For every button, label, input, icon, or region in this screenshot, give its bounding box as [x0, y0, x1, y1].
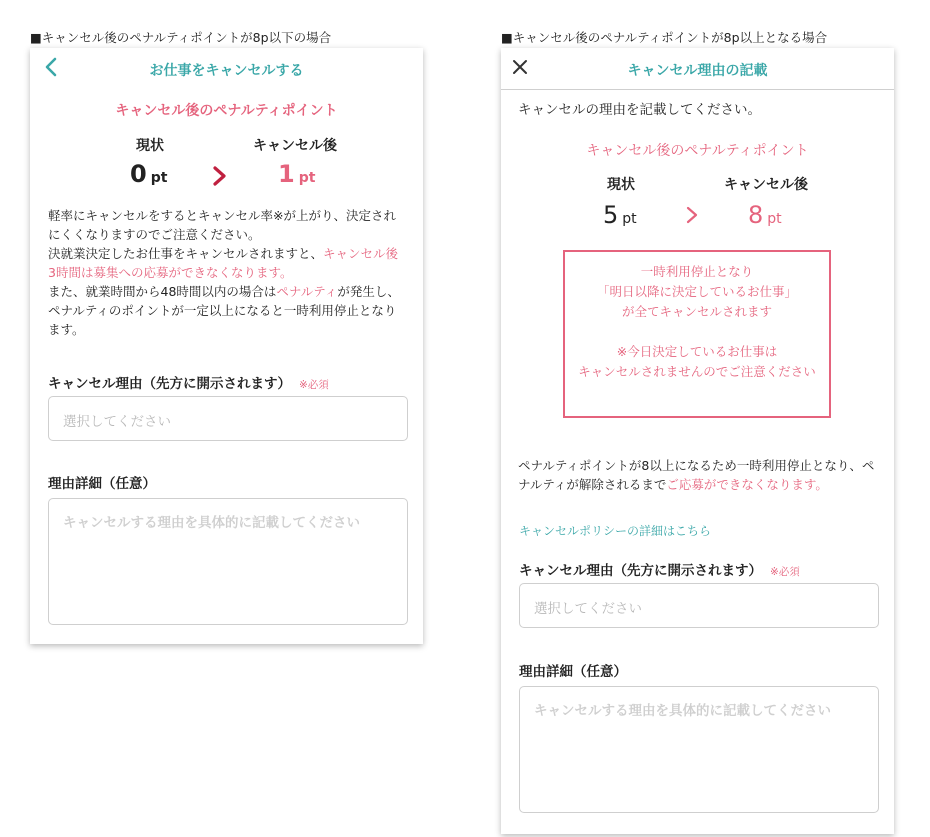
- cancel-reason-screen: [501, 48, 894, 834]
- after-points: 8 pt: [748, 201, 782, 229]
- arrow-right-icon: [683, 204, 701, 226]
- after-label: キャンセル後: [724, 177, 808, 193]
- reason-select[interactable]: 選択してください: [519, 583, 879, 628]
- arrow-right-icon: [211, 165, 229, 187]
- current-points: 0 pt: [130, 160, 168, 188]
- reason-select[interactable]: 選択してください: [48, 396, 408, 441]
- required-badge: ※必須: [299, 379, 329, 391]
- penalty-title: キャンセル後のペナルティポイント: [586, 143, 809, 159]
- caption-right: ■キャンセル後のペナルティポイントが8p以上となる場合: [501, 30, 828, 45]
- suspension-warning: 一時利用停止となり 「明日以降に決定しているお仕事」 が全てキャンセルされます ※今日決定しているお仕事は キャンセルされませんのでご注意ください: [563, 250, 831, 418]
- cancel-job-screen: [30, 48, 423, 644]
- caption-left: ■キャンセル後のペナルティポイントが8p以下の場合: [30, 30, 332, 45]
- suspension-notice: ペナルティポイントが8以上になるため一時利用停止となり、ペナルティが解除されるまでご応募ができなくなります。: [518, 458, 875, 492]
- detail-label: 理由詳細（任意）: [48, 476, 156, 492]
- cancel-notice: 軽率にキャンセルをするとキャンセル率※が上がり、決定されにくくなりますのでご注意ください。 決就業決定したお仕事をキャンセルされますと、キャンセル後3時間は募集への応募ができなくなります。 また、就業時間から48時間以内の場合はペナルティが発生し、ペナルティのポイントが一定以上になると一時利用停止となります。: [48, 208, 400, 337]
- reason-label: キャンセル理由（先方に開示されます） ※必須: [48, 376, 329, 392]
- header: [501, 48, 894, 90]
- detail-textarea[interactable]: キャンセルする理由を具体的に記載してください: [48, 498, 408, 625]
- after-label: キャンセル後: [253, 138, 337, 154]
- penalty-title: キャンセル後のペナルティポイント: [115, 103, 338, 119]
- current-label: 現状: [136, 138, 164, 154]
- page-title: お仕事をキャンセルする: [149, 63, 304, 79]
- cancel-policy-link[interactable]: キャンセルポリシーの詳細はこちら: [519, 524, 712, 538]
- detail-textarea[interactable]: キャンセルする理由を具体的に記載してください: [519, 686, 879, 813]
- reason-label: キャンセル理由（先方に開示されます） ※必須: [519, 563, 800, 579]
- header: [30, 48, 423, 90]
- after-points: 1 pt: [278, 160, 316, 188]
- current-label: 現状: [607, 177, 635, 193]
- page-title: キャンセル理由の記載: [627, 63, 768, 79]
- header-divider: [501, 89, 894, 90]
- intro-text: キャンセルの理由を記載してください。: [518, 102, 761, 118]
- current-points: 5 pt: [603, 201, 637, 229]
- required-badge: ※必須: [770, 566, 800, 578]
- detail-label: 理由詳細（任意）: [519, 664, 627, 680]
